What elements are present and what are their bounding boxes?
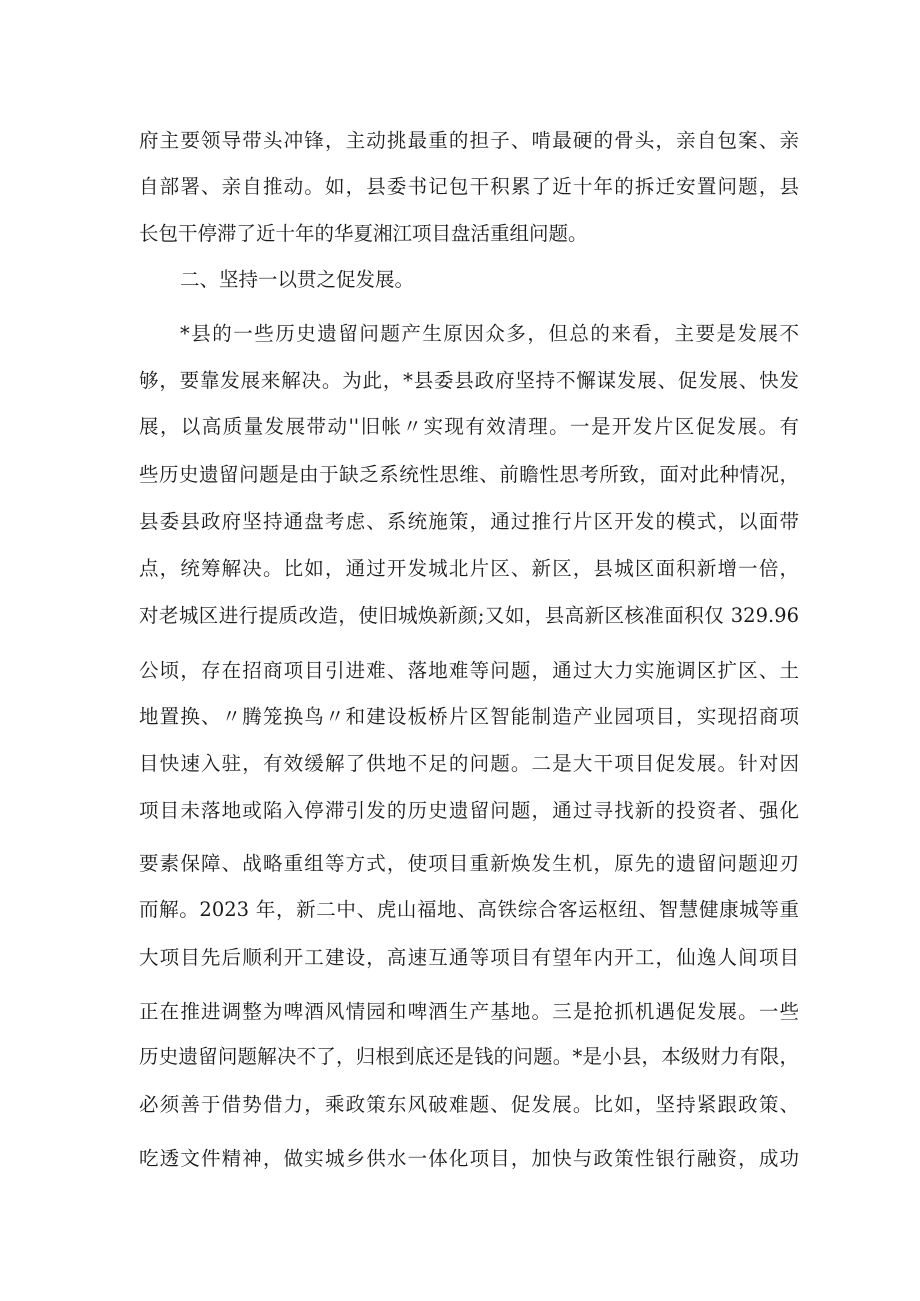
- text-line: 长包干停滞了近十年的华夏湘江项目盘活重组问题。: [139, 222, 588, 245]
- text-line: 县委县政府坚持通盘考虑、系统施策，通过推行片区开发的模式，以面带: [139, 510, 799, 533]
- text-line: 些历史遗留问题是由于缺乏系统性思维、前瞻性思考所致，面对此种情况，: [139, 463, 799, 486]
- text-line: 对老城区进行提质改造，使旧城焕新颜;又如，县高新区核准面积仅 329.96: [139, 604, 799, 627]
- text-line: 而解。2023 年，新二中、虎山福地、高铁综合客运枢纽、智慧健康城等重: [139, 898, 799, 921]
- text-line: 要素保障、战略重组等方式，使项目重新焕发生机，原先的遗留问题迎刃: [139, 852, 799, 875]
- text-line: 公顷，存在招商项目引进难、落地难等问题，通过大力实施调区扩区、土: [139, 659, 799, 682]
- text-line: 正在推进调整为啤酒风情园和啤酒生产基地。三是抢抓机遇促发展。一些: [139, 1000, 799, 1023]
- text-line: 历史遗留问题解决不了，归根到底还是钱的问题。*是小县，本级财力有限，: [139, 1045, 799, 1068]
- text-line: 地置换、〃腾笼换鸟〃和建设板桥片区智能制造产业园项目，实现招商项: [139, 705, 799, 728]
- text-line: 项目未落地或陷入停滞引发的历史遗留问题，通过寻找新的投资者、强化: [139, 799, 799, 822]
- text-line: 府主要领导带头冲锋，主动挑最重的担子、啃最硬的骨头，亲自包案、亲: [139, 129, 799, 152]
- text-line: 点，统筹解决。比如，通过开发城北片区、新区，县城区面积新增一倍，: [139, 557, 799, 580]
- text-line: 够，要靠发展来解决。为此，*县委县政府坚持不懈谋发展、促发展、快发: [139, 369, 799, 392]
- text-line: 展，以高质量发展带动''旧帐〃实现有效清理。一是开发片区促发展。有: [139, 415, 799, 438]
- text-line: 大项目先后顺利开工建设，高速互通等项目有望年内开工，仙逸人间项目: [139, 946, 799, 969]
- text-line: 必须善于借势借力，乘政策东风破难题、促发展。比如，坚持紧跟政策、: [139, 1093, 799, 1116]
- text-line: 自部署、亲自推动。如，县委书记包干积累了近十年的拆迁安置问题，县: [139, 175, 799, 198]
- text-line: 吃透文件精神，做实城乡供水一体化项目，加快与政策性银行融资，成功: [139, 1147, 799, 1170]
- section-heading: 二、坚持一以贯之促发展。: [180, 268, 415, 291]
- text-line: 目快速入驻，有效缓解了供地不足的问题。二是大干项目促发展。针对因: [139, 752, 799, 775]
- text-line: *县的一些历史遗留问题产生原因众多，但总的来看，主要是发展不: [180, 322, 799, 345]
